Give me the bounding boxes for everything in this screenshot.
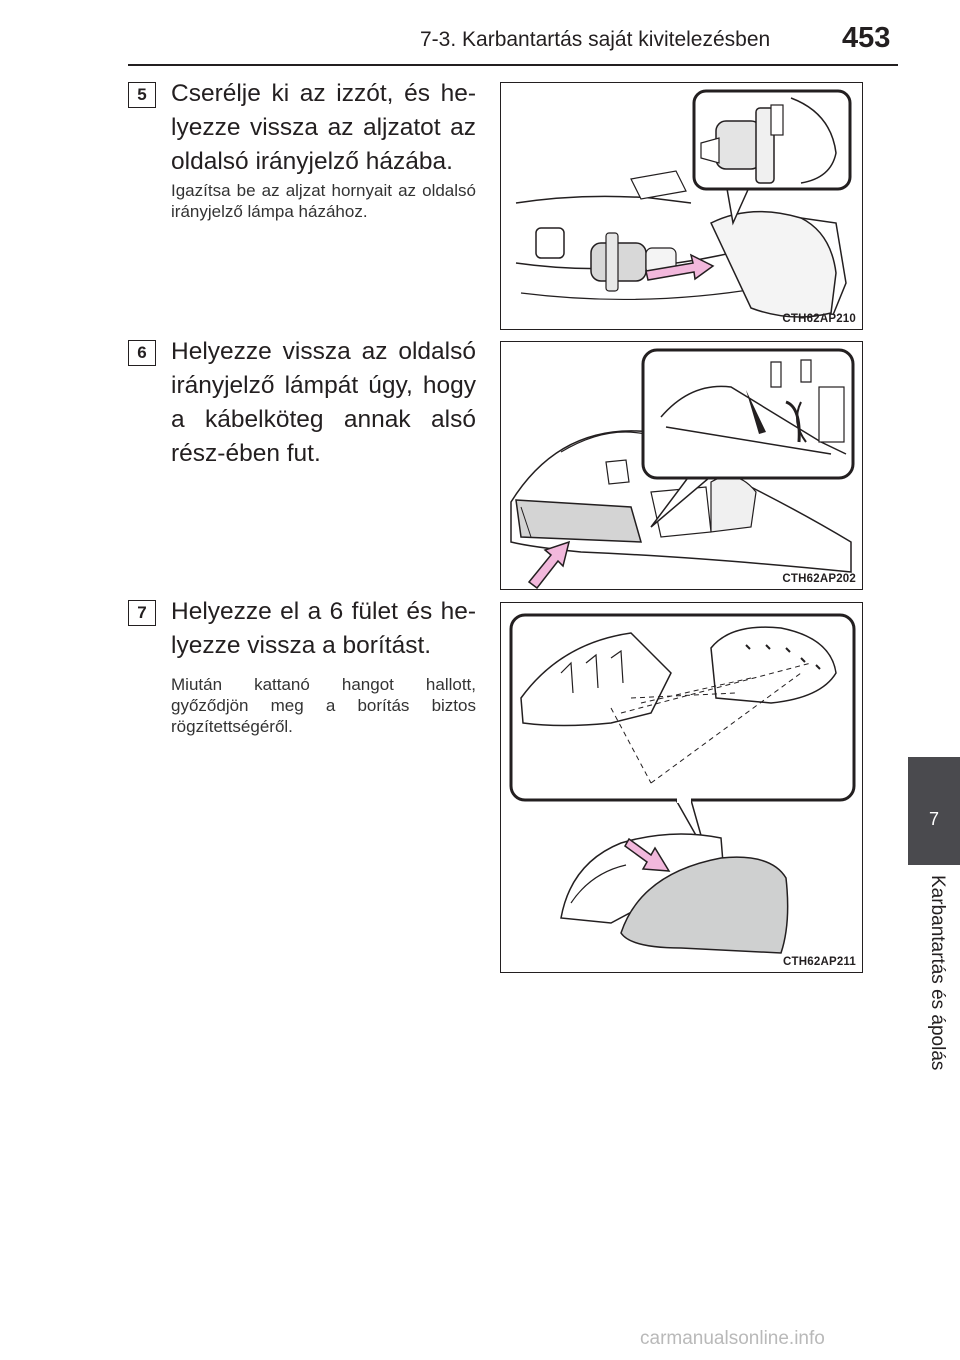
chapter-tab[interactable]	[908, 757, 960, 865]
chapter-title: Karbantartás és ápolás	[927, 875, 948, 1071]
header-rule	[128, 64, 898, 66]
figure-turn-signal-lamp	[500, 341, 863, 590]
section-title: 7-3. Karbantartás saját kivitelezésben	[420, 28, 771, 51]
step-7-note: Miután kattanó hangot hallott, győződjön meg a borítás biztos rögzítettségéről.	[171, 675, 476, 736]
figure-mirror-cover	[500, 602, 863, 973]
step-number-6: 6	[128, 340, 156, 366]
page-number: 453	[842, 22, 891, 54]
figure-bulb-socket	[500, 82, 863, 330]
figure-code-202: CTH62AP202	[782, 573, 856, 585]
mirror-cover-illustration	[501, 603, 862, 972]
step-5-note: Igazítsa be az aljzat hornyait az oldalsó irányjelző lámpa házához.	[171, 181, 476, 221]
turn-signal-lamp-illustration	[501, 342, 862, 589]
step-number-5: 5	[128, 82, 156, 108]
step-number-7: 7	[128, 600, 156, 626]
step-6-text: Helyezze vissza az oldalsó irányjelző lámpát úgy, hogy a kábelköteg annak alsó rész-ében fut.	[171, 338, 476, 467]
figure-code-210: CTH62AP210	[782, 313, 856, 325]
step-5-text: Cserélje ki az izzót, és he-lyezze vissza az aljzatot az oldalsó irányjelző házába.	[171, 80, 476, 175]
figure-code-211: CTH62AP211	[783, 956, 856, 968]
chapter-number: 7	[928, 809, 939, 829]
bulb-socket-illustration	[501, 83, 862, 329]
watermark: carmanualsonline.info	[640, 1328, 825, 1349]
step-7-text: Helyezze el a 6 fület és he-lyezze vissza a borítást.	[171, 598, 476, 659]
